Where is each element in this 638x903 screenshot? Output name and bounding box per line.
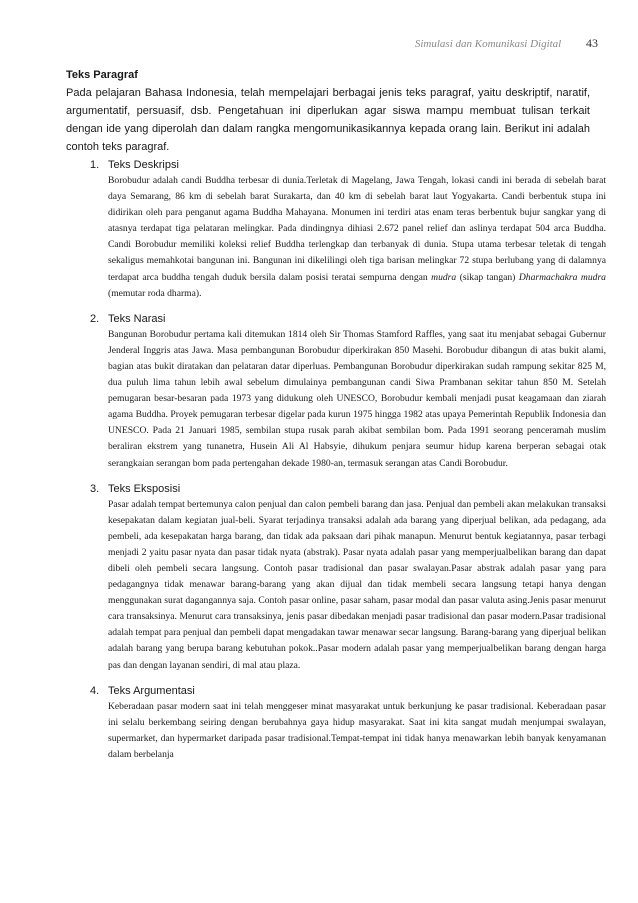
- section-heading: [90, 482, 606, 497]
- section-number: 3.: [90, 482, 100, 495]
- italic-term: Dharmachakra mudra: [518, 271, 606, 283]
- section-body: Pasar adalah tempat bertemunya calon penjual dan calon pembeli barang dan jasa. Penjual dan pembeli akan melakukan transaksi kesepakatan dalam kegiatan jual-beli. Syarat terjadinya transaksi adalah ada barang yang diperjual belikan, ada pedagang, ada pembeli, ada kesepakatan harga barang, dan tidak ada paksaan dari pihak manapun. Menurut bentuk kegiatannya, pasar terbagi menjadi 2 yaitu pasar nyata dan pasar tidak nyata (abstrak). Pasar nyata adalah pasar yang memperjualbelikan barang dan dapat dibeli oleh pembeli secara langsung. Contoh pasar tradisional dan pasar swalayan.Pasar abstrak adalah pasar yang para pedagangnya tidak menawar barang-barang yang akan dijual dan tidak membeli secara langsung tetapi hanya dengan menggunakan surat dagangannya saja. Contoh pasar online, pasar saham, pasar modal dan pasar valuta asing.Jenis pasar menurut cara transaksinya. Menurut cara transaksinya, jenis pasar dibedakan menjadi pasar tradisional dan pasar modern.Pasar tradisional adalah tempat para penjual dan pembeli dapat mengadakan tawar menawar secar langsung. Barang-barang yang diperjual belikan adalah barang yang berupa barang kebutuhan pokok..Pasar modern adalah pasar yang memperjualbelikan barang dengan harga pas dan dengan layanan sendiri, di mal atau plaza.: [108, 498, 606, 671]
- section-title: Teks Eksposisi: [108, 482, 181, 495]
- section-number: 4.: [90, 684, 100, 697]
- body-text: (sikap tangan): [459, 271, 516, 283]
- body-text: (memutar roda dharma).: [108, 287, 202, 299]
- section-body: [108, 173, 606, 302]
- section-number: 2.: [90, 312, 100, 325]
- intro-heading: Teks Paragraf: [66, 69, 138, 81]
- section-heading: [90, 158, 606, 173]
- section-title: Teks Narasi: [108, 312, 166, 325]
- section-argumentasi: [90, 684, 606, 763]
- section-body: Keberadaan pasar modern saat ini telah menggeser minat masyarakat untuk berkunjung ke pasar tradisional. Keberadaan pasar ini selalu berkembang seiring dengan berubahnya gaya hidup masyarakat. Saat ini kita sangat mudah menjumpai swalayan, supermarket, dan hypermarket daripada pasar tradisional.Tempat-tempat ini tidak hanya menawarkan lebih banyak kenyamanan dalam berbelanja: [108, 700, 606, 760]
- section-number: 1.: [90, 159, 100, 171]
- section-title: Teks Deskripsi: [108, 159, 179, 171]
- example-list: [90, 158, 606, 773]
- body-text: Borobudur adalah candi Buddha terbesar di dunia.Terletak di Magelang, Jawa Tengah, lokasi candi ini berada di sebelah barat daya Semarang, 86 km di sebelah barat Surakarta, dan 40 km di sebelah barat laut Yogyakarta. Candi berbentuk stupa ini didirikan oleh para penganut agama Buddha Mahayana. Monumen ini terdiri atas enam teras berbentuk bujur sangkar yang di atasnya terdapat tiga pelataran melingkar. Pada dindingnya dihiasi 2.672 panel relief dan aslinya terdapat 504 arca Buddha. Candi Borobudur memiliki koleksi relief Buddha terlengkap dan terbanyak di dunia. Stupa utama terbesar teletak di tengah sekaligus memahkotai bangunan ini. Bangunan ini dikelilingi oleh tiga barisan melingkar 72 stupa berlubang yang di dalamnya terdapat arca buddha tengah duduk bersila dalam posisi teratai sempurna dengan: [108, 175, 606, 283]
- intro-block: [66, 66, 590, 156]
- intro-paragraph: Pada pelajaran Bahasa Indonesia, telah mempelajari berbagai jenis teks paragraf, yaitu deskriptif, naratif, argumentatif, persuasif, dsb. Pengetahuan ini diperlukan agar siswa mampu membuat tulisan terkait dengan ide yang diperolah dan dalam rangka mengomunikasikannya kepada orang lain. Berikut ini adalah contoh teks paragraf.: [66, 87, 590, 153]
- section-heading: [90, 312, 606, 327]
- section-title: Teks Argumentasi: [108, 684, 195, 697]
- section-deskripsi: [90, 158, 606, 302]
- italic-term: mudra: [431, 271, 457, 283]
- section-heading: [90, 684, 606, 699]
- section-eksposisi: [90, 482, 606, 674]
- page-number: 43: [586, 36, 598, 50]
- running-title: Simulasi dan Komunikasi Digital: [414, 38, 562, 50]
- section-narasi: [90, 312, 606, 472]
- section-body: Bangunan Borobudur pertama kali ditemukan 1814 oleh Sir Thomas Stamford Raffles, yang saat itu menjabat sebagai Gubernur Jenderal Inggris atas Jawa. Masa pembangunan Borobudur diperkirakan 850 Masehi. Borobudur dibangun di atas bukit alami, bagian atas bukit diratakan dan pelataran datar diperluas. Pembangunan Borobudur diperkirakan sudah rampung sekitar 825 M, dua puluh lima tahun lebih awal sebelum dimulainya pembangunan candi Siwa Prambanan sekitar tahun 850 M. Setelah pemugaran besar-besaran pada 1973 yang didukung oleh UNESCO, Borobudur kembali menjadi pusat keagamaan dan ziarah agama Buddha. Proyek pemugaran terbesar digelar pada kurun 1975 hingga 1982 atas upaya Pemerintah Republik Indonesia dan UNESCO. Pada 21 Januari 1985, sembilan stupa rusak parah akibat sembilan bom. Pada 1991 seorang penceramah muslim beraliran ekstrem yang tunanetra, Husein Ali Al Habsyie, dihukum penjara seumur hidup karena berperan sebagai otak serangkaian serangan bom pada pertengahan dekade 1980-an, termasuk serangan atas Candi Borobudur.: [108, 328, 606, 469]
- running-header: [60, 36, 598, 51]
